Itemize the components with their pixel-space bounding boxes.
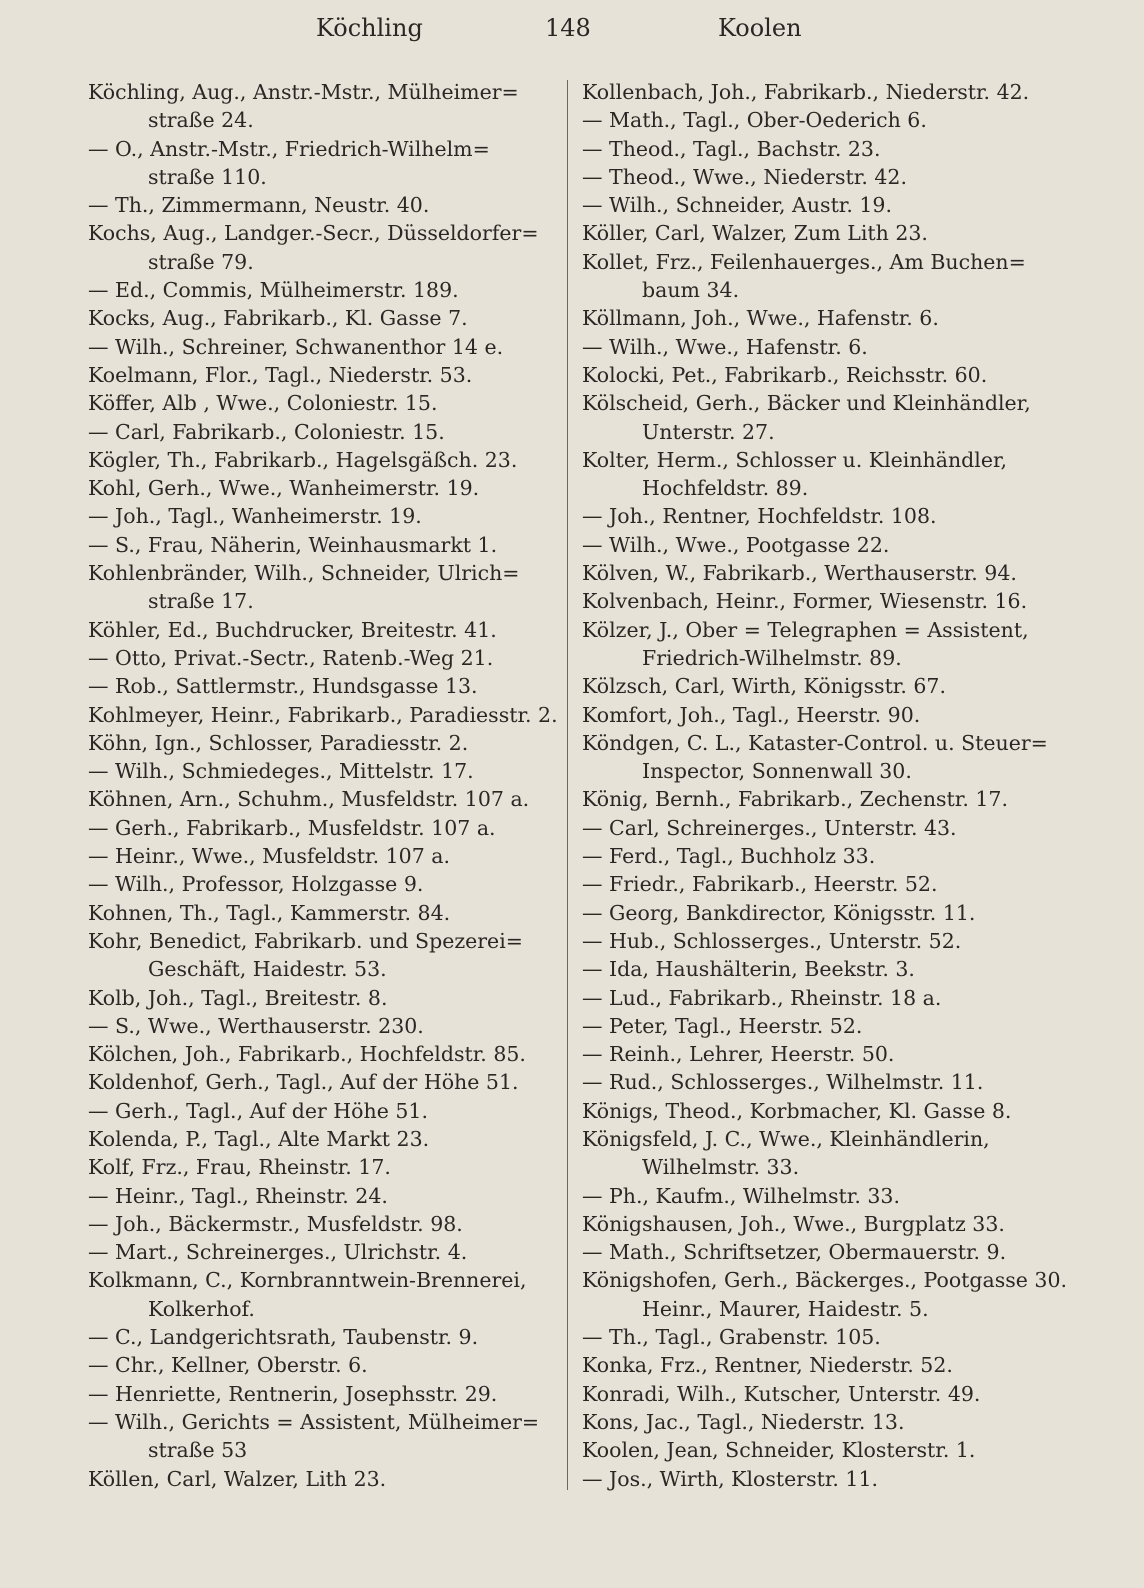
entry-continuation-line: straße 79. — [148, 249, 254, 274]
entry-line: Köller, Carl, Walzer, Zum Lith 23. — [582, 221, 928, 246]
entry-line: — Theod., Tagl., Bachstr. 23. — [582, 136, 881, 161]
directory-entry — [88, 701, 558, 729]
directory-entry — [88, 531, 558, 559]
entry-line: Konradi, Wilh., Kutscher, Unterstr. 49. — [582, 1381, 981, 1406]
entry-line: Königsfeld, J. C., Wwe., Kleinhändlerin, — [582, 1126, 990, 1151]
entry-line: Kolkmann, C., Kornbranntwein-Brennerei, — [88, 1268, 527, 1293]
directory-entry — [88, 644, 558, 672]
entry-line: — Theod., Wwe., Niederstr. 42. — [582, 164, 907, 189]
entry-line: — Otto, Privat.-Sectr., Ratenb.-Weg 21. — [88, 645, 494, 670]
directory-entry — [88, 502, 558, 530]
directory-entry — [88, 842, 558, 870]
directory-entry — [88, 757, 558, 785]
directory-entry — [582, 1351, 1052, 1379]
entry-line: — C., Landgerichtsrath, Taubenstr. 9. — [88, 1325, 479, 1350]
directory-entry — [582, 587, 1052, 615]
entry-line: Kocks, Aug., Fabrikarb., Kl. Gasse 7. — [88, 306, 468, 331]
entry-line: — Wilh., Schneider, Austr. 19. — [582, 193, 892, 218]
directory-entry — [88, 672, 558, 700]
entry-line: Kölzer, J., Ober = Telegraphen = Assistent, — [582, 617, 1029, 642]
directory-entry — [88, 927, 558, 984]
directory-entry — [88, 276, 558, 304]
entry-line: — Chr., Kellner, Oberstr. 6. — [88, 1353, 368, 1378]
entry-line: Kölven, W., Fabrikarb., Werthauserstr. 94. — [582, 561, 1017, 586]
entry-line: — Wilh., Professor, Holzgasse 9. — [88, 872, 424, 897]
running-head-right: Koolen — [718, 14, 802, 42]
directory-entry — [582, 78, 1052, 106]
entry-line: Koelmann, Flor., Tagl., Niederstr. 53. — [88, 362, 473, 387]
left-column — [88, 78, 558, 1493]
entry-line: Köndgen, C. L., Kataster-Control. u. Steuer= — [582, 730, 1048, 755]
entry-line: — Lud., Fabrikarb., Rheinstr. 18 a. — [582, 985, 942, 1010]
directory-entry — [88, 984, 558, 1012]
directory-entry — [582, 1266, 1068, 1294]
directory-entry — [582, 785, 1052, 813]
directory-entry — [582, 1012, 1052, 1040]
entry-continuation-line: straße 53 — [148, 1438, 248, 1463]
entry-line: — S., Frau, Näherin, Weinhausmarkt 1. — [88, 532, 498, 557]
entry-line: — Gerh., Tagl., Auf der Höhe 51. — [88, 1098, 428, 1123]
entry-line: Kolvenbach, Heinr., Former, Wiesenstr. 16. — [582, 589, 1028, 614]
directory-entry — [582, 531, 1052, 559]
directory-entry — [582, 135, 1052, 163]
directory-entry — [582, 1408, 1052, 1436]
entry-line: Kolb, Joh., Tagl., Breitestr. 8. — [88, 985, 388, 1010]
entry-line: — Ed., Commis, Mülheimerstr. 189. — [88, 278, 459, 303]
directory-entry — [88, 191, 558, 219]
directory-entry — [582, 1436, 1052, 1464]
entry-line: Kohlenbränder, Wilh., Schneider, Ulrich= — [88, 561, 520, 586]
page-number: 148 — [545, 14, 591, 42]
entry-line: Kollenbach, Joh., Fabrikarb., Niederstr. 42. — [582, 80, 1030, 104]
directory-entry — [88, 418, 558, 446]
entry-line: — Carl, Schreinerges., Unterstr. 43. — [582, 815, 957, 840]
entry-line: — Reinh., Lehrer, Heerstr. 50. — [582, 1042, 895, 1067]
directory-entry — [582, 672, 1052, 700]
entry-line: Kohnen, Th., Tagl., Kammerstr. 84. — [88, 900, 451, 925]
entry-line: — Joh., Bäckermstr., Musfeldstr. 98. — [88, 1211, 463, 1236]
directory-entry — [88, 870, 558, 898]
directory-entry — [88, 135, 558, 192]
directory-entry — [88, 1012, 558, 1040]
entry-line: Köllmann, Joh., Wwe., Hafenstr. 6. — [582, 306, 939, 331]
directory-entry — [88, 304, 558, 332]
entry-continuation-line: straße 24. — [148, 108, 254, 133]
running-head-left: Köchling — [316, 14, 423, 42]
directory-entry — [582, 1125, 1052, 1182]
directory-entry — [88, 814, 558, 842]
entry-line: Kögler, Th., Fabrikarb., Hagelsgäßch. 23. — [88, 447, 518, 472]
directory-entry — [88, 446, 558, 474]
entry-line: Kohl, Gerh., Wwe., Wanheimerstr. 19. — [88, 476, 480, 501]
entry-continuation-line: straße 17. — [148, 589, 254, 614]
entry-line: — Wilh., Gerichts = Assistent, Mülheimer= — [88, 1409, 540, 1434]
directory-entry — [88, 1068, 558, 1096]
directory-entry — [582, 927, 1052, 955]
entry-line: Köhnen, Arn., Schuhm., Musfeldstr. 107 a. — [88, 787, 530, 812]
directory-entry — [582, 1465, 1052, 1493]
entry-line: — Mart., Schreinerges., Ulrichstr. 4. — [88, 1240, 468, 1265]
directory-entry — [582, 1238, 1052, 1266]
entry-line: Kohr, Benedict, Fabrikarb. und Spezerei= — [88, 928, 523, 953]
directory-entry — [582, 502, 1052, 530]
directory-entry — [582, 1323, 1052, 1351]
directory-entry — [88, 1323, 558, 1351]
directory-entry — [582, 984, 1052, 1012]
entry-line: — O., Anstr.-Mstr., Friedrich-Wilhelm= — [88, 136, 490, 161]
entry-line: — Th., Tagl., Grabenstr. 105. — [582, 1325, 881, 1350]
entry-line: Kohlmeyer, Heinr., Fabrikarb., Paradiesstr. 2. — [88, 702, 558, 727]
entry-line: Kolf, Frz., Frau, Rheinstr. 17. — [88, 1155, 391, 1180]
entry-line: — Wilh., Schmiedeges., Mittelstr. 17. — [88, 759, 474, 784]
directory-entry — [582, 955, 1052, 983]
entry-continuation-line: Unterstr. 27. — [642, 419, 775, 444]
entry-line: Koldenhof, Gerh., Tagl., Auf der Höhe 51. — [88, 1070, 519, 1095]
entry-line: — Joh., Rentner, Hochfeldstr. 108. — [582, 504, 937, 529]
directory-entry — [88, 1408, 558, 1465]
directory-entry — [582, 333, 1052, 361]
directory-entry — [88, 785, 558, 813]
entry-line: — Heinr., Tagl., Rheinstr. 24. — [88, 1183, 388, 1208]
directory-entry — [582, 163, 1052, 191]
entry-line: — Ferd., Tagl., Buchholz 33. — [582, 844, 876, 869]
directory-entry — [582, 219, 1052, 247]
entry-line: Kons, Jac., Tagl., Niederstr. 13. — [582, 1409, 905, 1434]
entry-line: Königshausen, Joh., Wwe., Burgplatz 33. — [582, 1211, 1005, 1236]
directory-entry — [582, 1295, 1052, 1323]
directory-entry — [88, 474, 558, 502]
entry-line: — Rob., Sattlermstr., Hundsgasse 13. — [88, 674, 478, 699]
entry-line: Kochs, Aug., Landger.-Secr., Düsseldorfer= — [88, 221, 539, 246]
entry-line: — Georg, Bankdirector, Königsstr. 11. — [582, 900, 976, 925]
directory-entry — [88, 559, 558, 616]
entry-line: — Gerh., Fabrikarb., Musfeldstr. 107 a. — [88, 815, 496, 840]
entry-line: — Wilh., Wwe., Pootgasse 22. — [582, 532, 890, 557]
entry-continuation-line: Geschäft, Haidestr. 53. — [148, 957, 387, 982]
entry-line: — Jos., Wirth, Klosterstr. 11. — [582, 1466, 879, 1491]
entry-line: Kollet, Frz., Feilenhauerges., Am Buchen= — [582, 249, 1026, 274]
entry-line: — Math., Tagl., Ober-Oederich 6. — [582, 108, 927, 133]
entry-line: Kölscheid, Gerh., Bäcker und Kleinhändler, — [582, 391, 1031, 416]
entry-line: Koolen, Jean, Schneider, Klosterstr. 1. — [582, 1438, 976, 1463]
entry-line: Königshofen, Gerh., Bäckerges., Pootgasse 30. — [582, 1268, 1068, 1293]
directory-entry — [582, 729, 1052, 786]
directory-entry — [582, 1097, 1052, 1125]
entry-line: — Carl, Fabrikarb., Coloniestr. 15. — [88, 419, 445, 444]
directory-entry — [88, 729, 558, 757]
entry-line: Königs, Theod., Korbmacher, Kl. Gasse 8. — [582, 1098, 1012, 1123]
directory-entry — [88, 389, 558, 417]
directory-entry — [582, 899, 1052, 927]
column-divider — [567, 80, 568, 1490]
directory-entry — [582, 361, 1052, 389]
directory-entry — [582, 616, 1052, 673]
entry-line: Heinr., Maurer, Haidestr. 5. — [642, 1296, 929, 1321]
directory-entry — [88, 1351, 558, 1379]
entry-line: — S., Wwe., Werthauserstr. 230. — [88, 1013, 424, 1038]
directory-entry — [88, 1125, 558, 1153]
directory-entry — [88, 1238, 558, 1266]
entry-continuation-line: baum 34. — [642, 278, 740, 303]
directory-entry — [88, 333, 558, 361]
directory-entry — [88, 1182, 558, 1210]
directory-entry — [582, 1380, 1052, 1408]
directory-entry — [88, 78, 558, 135]
entry-line: — Th., Zimmermann, Neustr. 40. — [88, 193, 430, 218]
directory-entry — [88, 1380, 558, 1408]
directory-entry — [582, 191, 1052, 219]
directory-entry — [582, 446, 1052, 503]
entry-line: Köhn, Ign., Schlosser, Paradiesstr. 2. — [88, 730, 469, 755]
entry-line: Kölzsch, Carl, Wirth, Königsstr. 67. — [582, 674, 946, 699]
entry-line: Köllen, Carl, Walzer, Lith 23. — [88, 1466, 387, 1491]
directory-entry — [582, 248, 1052, 305]
directory-entry — [582, 814, 1052, 842]
entry-line: Köchling, Aug., Anstr.-Mstr., Mülheimer= — [88, 80, 519, 104]
directory-entry — [582, 1182, 1052, 1210]
entry-line: Kolocki, Pet., Fabrikarb., Reichsstr. 60. — [582, 362, 988, 387]
entry-line: Kolenda, P., Tagl., Alte Markt 23. — [88, 1126, 430, 1151]
directory-entry — [88, 899, 558, 927]
directory-entry — [582, 842, 1052, 870]
directory-entry — [88, 616, 558, 644]
entry-line: Komfort, Joh., Tagl., Heerstr. 90. — [582, 702, 921, 727]
directory-entry — [88, 1097, 558, 1125]
entry-line: — Math., Schriftsetzer, Obermauerstr. 9. — [582, 1240, 1007, 1265]
entry-continuation-line: Kolkerhof. — [148, 1296, 255, 1321]
directory-entry — [582, 701, 1052, 729]
directory-entry — [88, 1040, 558, 1068]
right-column — [582, 78, 1068, 1493]
directory-entry — [88, 1465, 558, 1493]
directory-entry — [582, 1210, 1052, 1238]
directory-entry — [88, 361, 558, 389]
directory-entry — [582, 559, 1052, 587]
directory-entry — [88, 1153, 558, 1181]
entry-line: — Wilh., Wwe., Hafenstr. 6. — [582, 334, 868, 359]
entry-line: — Ida, Haushälterin, Beekstr. 3. — [582, 957, 915, 982]
directory-entry — [582, 870, 1052, 898]
entry-line: — Heinr., Wwe., Musfeldstr. 107 a. — [88, 844, 451, 869]
entry-line: Köffer, Alb , Wwe., Coloniestr. 15. — [88, 391, 438, 416]
entry-continuation-line: Wilhelmstr. 33. — [642, 1155, 800, 1180]
directory-entry — [582, 106, 1052, 134]
entry-line: — Peter, Tagl., Heerstr. 52. — [582, 1013, 863, 1038]
entry-line: — Rud., Schlosserges., Wilhelmstr. 11. — [582, 1070, 984, 1095]
entry-line: — Wilh., Schreiner, Schwanenthor 14 e. — [88, 334, 504, 359]
entry-line: Kolter, Herm., Schlosser u. Kleinhändler, — [582, 447, 1008, 472]
directory-entry — [582, 304, 1052, 332]
directory-entry — [582, 1040, 1052, 1068]
entry-line: Konka, Frz., Rentner, Niederstr. 52. — [582, 1353, 953, 1378]
entry-continuation-line: Friedrich-Wilhelmstr. 89. — [642, 645, 902, 670]
directory-entry — [582, 389, 1052, 446]
entry-line: — Friedr., Fabrikarb., Heerstr. 52. — [582, 872, 938, 897]
entry-line: — Hub., Schlosserges., Unterstr. 52. — [582, 928, 962, 953]
entry-continuation-line: Inspector, Sonnenwall 30. — [642, 759, 912, 784]
entry-line: — Ph., Kaufm., Wilhelmstr. 33. — [582, 1183, 900, 1208]
entry-continuation-line: straße 110. — [148, 164, 267, 189]
entry-line: Köhler, Ed., Buchdrucker, Breitestr. 41. — [88, 617, 497, 642]
entry-line: König, Bernh., Fabrikarb., Zechenstr. 17. — [582, 787, 1008, 812]
directory-entry — [88, 1266, 558, 1323]
entry-continuation-line: Hochfeldstr. 89. — [642, 476, 809, 501]
directory-entry — [582, 1068, 1052, 1096]
entry-line: — Joh., Tagl., Wanheimerstr. 19. — [88, 504, 422, 529]
directory-entry — [88, 219, 558, 276]
entry-line: — Henriette, Rentnerin, Josephsstr. 29. — [88, 1381, 498, 1406]
entry-line: Kölchen, Joh., Fabrikarb., Hochfeldstr. 85. — [88, 1042, 526, 1067]
directory-entry — [88, 1210, 558, 1238]
